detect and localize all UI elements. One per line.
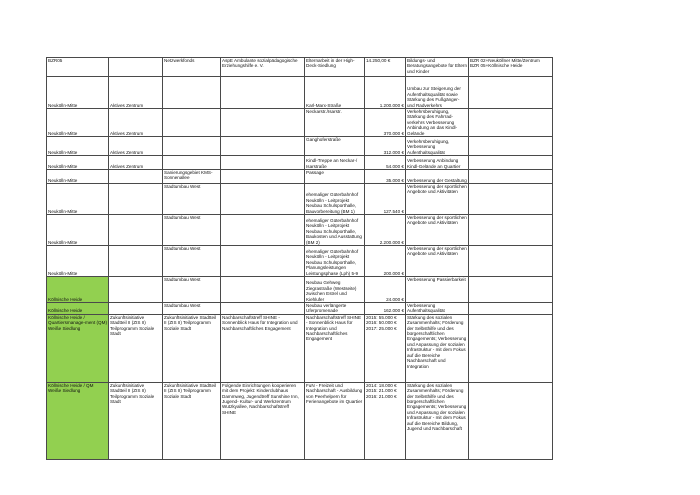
goal-cell bbox=[406, 156, 469, 170]
cell-text: Verbesserung der sportlichen Angebote und Aktivitäten bbox=[407, 184, 467, 195]
cell-text: 2.200.000 € bbox=[379, 239, 404, 245]
program-cell bbox=[109, 314, 163, 382]
area-cell bbox=[47, 137, 109, 156]
project-cell bbox=[305, 382, 365, 459]
cell-text: 54.000 € bbox=[386, 163, 404, 169]
cell-text: Köllnische Heide bbox=[48, 296, 83, 302]
cell-text: Folgende Einrichtungen kooperieren mit dem Projekt: Kinderclubhaus Dammweg, Jugendtreff Sunshine Inn, Jugend- Kultur- und Werkzentrum Wutzkyallee, Nachbarschaftstreff SHINE bbox=[222, 382, 299, 415]
funding-cell bbox=[163, 246, 221, 277]
reference-cell bbox=[469, 303, 553, 315]
amount-cell bbox=[365, 277, 406, 303]
table-row bbox=[47, 215, 553, 246]
area-cell bbox=[47, 170, 109, 184]
cell-text: 24.000 € bbox=[386, 296, 404, 302]
cell-text: Karl-Marx-Straße bbox=[306, 102, 342, 108]
cell-text: 127.540 € bbox=[383, 208, 404, 214]
cell-text: Neckarstr./Isarstr. bbox=[306, 109, 342, 114]
cell-text: Stadtumbau West bbox=[164, 246, 201, 252]
goal-cell bbox=[406, 184, 469, 215]
funding-cell bbox=[163, 303, 221, 315]
cell-text: 35.000 € bbox=[386, 177, 404, 183]
organization-cell bbox=[221, 382, 305, 459]
cell-text: 2014: 18.000 € bbox=[366, 382, 397, 388]
cell-text: BZR 02+Neuköllner Mitte/Zentrum bbox=[470, 58, 540, 63]
organization-cell bbox=[221, 277, 305, 303]
table-row bbox=[47, 246, 553, 277]
cell-text: 370.000 € bbox=[383, 130, 404, 136]
funding-cell bbox=[163, 156, 221, 170]
goal-cell bbox=[406, 277, 469, 303]
area-cell bbox=[47, 215, 109, 246]
area-cell bbox=[47, 246, 109, 277]
amount-cell bbox=[365, 156, 406, 170]
funding-cell bbox=[163, 314, 221, 382]
funding-cell bbox=[163, 137, 221, 156]
cell-text: Elternarbeit in der High-Deck-Siedlung bbox=[306, 58, 355, 69]
project-cell bbox=[305, 246, 365, 277]
amount-cell bbox=[365, 184, 406, 215]
project-cell bbox=[305, 109, 365, 137]
reference-cell bbox=[469, 184, 553, 215]
amount-cell bbox=[365, 137, 406, 156]
cell-text: 200.000 € bbox=[383, 270, 404, 276]
goal-cell bbox=[406, 303, 469, 315]
cell-text: Köllnische Heide / Quartiersmanage-ment (QM) Weiße Siedlung bbox=[48, 314, 107, 331]
cell-text: Stadtumbau West bbox=[164, 303, 201, 309]
cell-text: BZR05 bbox=[48, 58, 63, 63]
cell-text: 1.200.000 € bbox=[379, 102, 404, 108]
program-cell bbox=[109, 156, 163, 170]
table-row bbox=[47, 137, 553, 156]
cell-text: Stärkung des sozialen Zusammenhalts; Förderung der Selbsthilfe und des bürgerschaftlichen Engagements; Verbesserung und Anpassung der sozialen Infrastruktur - mit dem Fokus auf die Bereiche Nachbarschaft und Integration bbox=[407, 314, 467, 369]
goal-cell bbox=[406, 246, 469, 277]
amount-cell bbox=[365, 170, 406, 184]
area-cell bbox=[47, 277, 109, 303]
reference-cell bbox=[469, 137, 553, 156]
organization-cell bbox=[221, 314, 305, 382]
cell-text: 2016: 50.000 € bbox=[366, 320, 397, 326]
cell-text: Verkehrsberuhigung, Verbesserung Aufenthaltsqualität bbox=[407, 138, 450, 155]
goal-cell bbox=[406, 382, 469, 459]
program-cell bbox=[109, 170, 163, 184]
cell-text: Neukölln-Mitte bbox=[48, 102, 78, 108]
cell-text: Neukölln-Mitte bbox=[48, 163, 78, 169]
table-row bbox=[47, 77, 553, 109]
table-row bbox=[47, 314, 553, 382]
area-cell bbox=[47, 109, 109, 137]
funding-cell bbox=[163, 382, 221, 459]
cell-text: 2017: 25.000 € bbox=[366, 325, 397, 331]
cell-text: Köllnische Heide / QM Weiße Siedlung bbox=[48, 382, 94, 394]
area-cell bbox=[47, 77, 109, 109]
amount-cell bbox=[365, 382, 406, 459]
reference-cell bbox=[469, 382, 553, 459]
area-cell bbox=[47, 382, 109, 459]
project-cell bbox=[305, 137, 365, 156]
cell-text: ehemaliger Güterbahnhof Neukölln - Leitprojekt Neubau Schulsporthalle, Bauvorbereitung (BM 1) bbox=[306, 192, 359, 214]
program-cell bbox=[109, 382, 163, 459]
cell-text: Kindl-Treppe an Neckar-/ Isarstraße bbox=[306, 158, 358, 169]
goal-cell bbox=[406, 109, 469, 137]
program-cell bbox=[109, 109, 163, 137]
reference-cell bbox=[469, 277, 553, 303]
cell-text: Stadtumbau West bbox=[164, 184, 201, 190]
cell-text: Stadtumbau West bbox=[164, 277, 201, 283]
amount-cell bbox=[365, 314, 406, 382]
table-row bbox=[47, 303, 553, 315]
organization-cell bbox=[221, 215, 305, 246]
cell-text: Passage bbox=[306, 170, 324, 176]
cell-text: Verbesserung Passierbarkeit bbox=[407, 277, 466, 283]
cell-text: 2016: 21.000 € bbox=[366, 393, 397, 399]
project-cell bbox=[305, 170, 365, 184]
project-cell bbox=[305, 303, 365, 315]
amount-cell bbox=[365, 303, 406, 315]
area-cell bbox=[47, 184, 109, 215]
organization-cell bbox=[221, 156, 305, 170]
cell-text: Stadtumbau West bbox=[164, 215, 201, 221]
cell-text: Verbesserung der sportlichen Angebote und Aktivitäten bbox=[407, 215, 467, 226]
program-cell bbox=[109, 215, 163, 246]
program-cell bbox=[109, 303, 163, 315]
table-row bbox=[47, 184, 553, 215]
cell-text: Netzwerkfonds bbox=[164, 58, 195, 63]
area-cell bbox=[47, 314, 109, 382]
reference-cell bbox=[469, 109, 553, 137]
table-row bbox=[47, 277, 553, 303]
cell-text: Verkehrsberuhigung, Stärkung des Fahrrad-verkehrs Verbesserung Anbindung an das Kindl-Gelände bbox=[407, 109, 458, 136]
amount-cell bbox=[365, 58, 406, 77]
spreadsheet-table bbox=[46, 57, 553, 460]
cell-text: 2015: 55.000 € bbox=[366, 314, 397, 320]
cell-text: Sanierungsgebiet KMS-Sonnenallee bbox=[164, 170, 213, 181]
funding-cell bbox=[163, 184, 221, 215]
table-row bbox=[47, 382, 553, 459]
area-cell bbox=[47, 156, 109, 170]
cell-text: ehemaliger Güterbahnhof Neukölln - Leitprojekt Neubau Schulsporthalle, Baukosten und Ausstattung (BM 2) bbox=[306, 218, 362, 245]
reference-cell bbox=[469, 77, 553, 109]
cell-text: Zukunftsinitiative Stadtteil II (ZIS II) Teilprogramm Soziale Stadt bbox=[110, 382, 155, 405]
cell-text: Stärkung des sozialen Zusammenhalts; Förderung der Selbsthilfe und des bürgerschaftlichen Engagements; Verbesserung und Anpassung der sozialen Infrastruktur - mit dem Fokus auf die Bereiche Bildung, Jugend und Nachbarschaft bbox=[407, 382, 467, 432]
program-cell bbox=[109, 246, 163, 277]
cell-text: Köllnische Heide bbox=[48, 308, 83, 314]
cell-text: Umbau zur Steigerung der Aufenthaltsqualität sowie Stärkung des Fußgänger- und Radverkehrs bbox=[407, 86, 461, 108]
table-row bbox=[47, 170, 553, 184]
cell-text: BZR 05+Köllnische Heide bbox=[470, 63, 523, 69]
cell-text: Aktives Zentrum bbox=[110, 149, 144, 155]
cell-text: Ganghoferstraße bbox=[306, 137, 341, 143]
goal-cell bbox=[406, 170, 469, 184]
cell-text: Verbesserung der Gestaltung bbox=[407, 177, 467, 183]
table-row bbox=[47, 109, 553, 137]
goal-cell bbox=[406, 77, 469, 109]
cell-text: ehemaliger Güterbahnhof Neukölln - Leitprojekt Neubau Schulsporthalle, Planungsleistungen Leistungsphase (Lph) 5-9 bbox=[306, 249, 359, 276]
organization-cell bbox=[221, 58, 305, 77]
area-cell bbox=[47, 58, 109, 77]
cell-text: 2015: 21.000 € bbox=[366, 388, 397, 394]
table-row bbox=[47, 156, 553, 170]
funding-cell bbox=[163, 58, 221, 77]
program-cell bbox=[109, 137, 163, 156]
organization-cell bbox=[221, 77, 305, 109]
cell-text: Nachbarschaftstreff SHINE - Sonnenblick Haus für Integration und Nachbarschaftliches Engagement bbox=[222, 314, 298, 331]
cell-text: 312.000 € bbox=[383, 149, 404, 155]
funding-cell bbox=[163, 277, 221, 303]
table-row bbox=[47, 58, 553, 77]
cell-text: Verbesserung Aufenthaltsqualität bbox=[407, 303, 445, 314]
organization-cell bbox=[221, 137, 305, 156]
cell-text: Neukölln-Mitte bbox=[48, 239, 78, 245]
funding-cell bbox=[163, 77, 221, 109]
cell-text: Verbesserung der sportlichen Angebote und Aktivitäten bbox=[407, 246, 467, 257]
program-cell bbox=[109, 277, 163, 303]
reference-cell bbox=[469, 215, 553, 246]
cell-text: Aktives Zentrum bbox=[110, 163, 144, 169]
reference-cell bbox=[469, 314, 553, 382]
goal-cell bbox=[406, 215, 469, 246]
amount-cell bbox=[365, 215, 406, 246]
reference-cell bbox=[469, 58, 553, 77]
goal-cell bbox=[406, 314, 469, 382]
organization-cell bbox=[221, 303, 305, 315]
program-cell bbox=[109, 184, 163, 215]
project-cell bbox=[305, 156, 365, 170]
cell-text: Neukölln-Mitte bbox=[48, 177, 78, 183]
project-cell bbox=[305, 58, 365, 77]
cell-text: Aktives Zentrum bbox=[110, 130, 144, 136]
reference-cell bbox=[469, 156, 553, 170]
cell-text: Neubau Gehweg Ziegrastraße (Westseite) zwischen Estrel und Kiehlufer bbox=[306, 280, 357, 302]
cell-text: Neukölln-Mitte bbox=[48, 149, 78, 155]
cell-text: Zukunftsinitiative Stadtteil II (ZIS II) Teilprogramm Soziale Stadt bbox=[110, 314, 155, 337]
funding-cell bbox=[163, 215, 221, 246]
cell-text: Neukölln-Mitte bbox=[48, 130, 78, 136]
program-cell bbox=[109, 58, 163, 77]
project-cell bbox=[305, 215, 365, 246]
reference-cell bbox=[469, 246, 553, 277]
amount-cell bbox=[365, 77, 406, 109]
cell-text: AspE Ambulante sozialpädagogische Erziehungshilfe e. V. bbox=[222, 58, 298, 69]
cell-text: Verbesserung Anbindung Kindl-Gelände an Quartier bbox=[407, 158, 461, 169]
amount-cell bbox=[365, 109, 406, 137]
spreadsheet-body bbox=[47, 58, 553, 460]
project-cell bbox=[305, 77, 365, 109]
organization-cell bbox=[221, 184, 305, 215]
project-cell bbox=[305, 314, 365, 382]
cell-text: Neukölln-Mitte bbox=[48, 208, 78, 214]
project-cell bbox=[305, 184, 365, 215]
cell-text: FuN - Freizeit und Nachbarschaft - Ausbildung von Peerhelpern für Ferienangebote im Quartier bbox=[306, 382, 363, 405]
cell-text: Neubau verlängerte Uferpromenade bbox=[306, 303, 347, 314]
reference-cell bbox=[469, 170, 553, 184]
cell-text: Neukölln-Mitte bbox=[48, 270, 78, 276]
cell-text: Aktives Zentrum bbox=[110, 102, 144, 108]
organization-cell bbox=[221, 246, 305, 277]
funding-cell bbox=[163, 170, 221, 184]
cell-text: Zukunftsinitiative Stadtteil II (ZIS II) Teilprogramm Soziale Stadt bbox=[164, 382, 217, 399]
cell-text: 14.250,00 € bbox=[366, 58, 391, 63]
cell-text: Bildungs- und Beratungsangebote für Eltern und Kinder bbox=[407, 58, 468, 74]
area-cell bbox=[47, 303, 109, 315]
amount-cell bbox=[365, 246, 406, 277]
cell-text: Nachbarschaftstreff SHINE - Sonnenblick Haus für Integration und Nachbarschaftliches Engagement bbox=[306, 314, 362, 342]
goal-cell bbox=[406, 137, 469, 156]
cell-text: 162.000 € bbox=[383, 308, 404, 314]
funding-cell bbox=[163, 109, 221, 137]
goal-cell bbox=[406, 58, 469, 77]
organization-cell bbox=[221, 109, 305, 137]
cell-text: Zukunftsinitiative Stadtteil II (ZIS II) Teilprogramm Soziale Stadt bbox=[164, 314, 217, 331]
program-cell bbox=[109, 77, 163, 109]
organization-cell bbox=[221, 170, 305, 184]
project-cell bbox=[305, 277, 365, 303]
